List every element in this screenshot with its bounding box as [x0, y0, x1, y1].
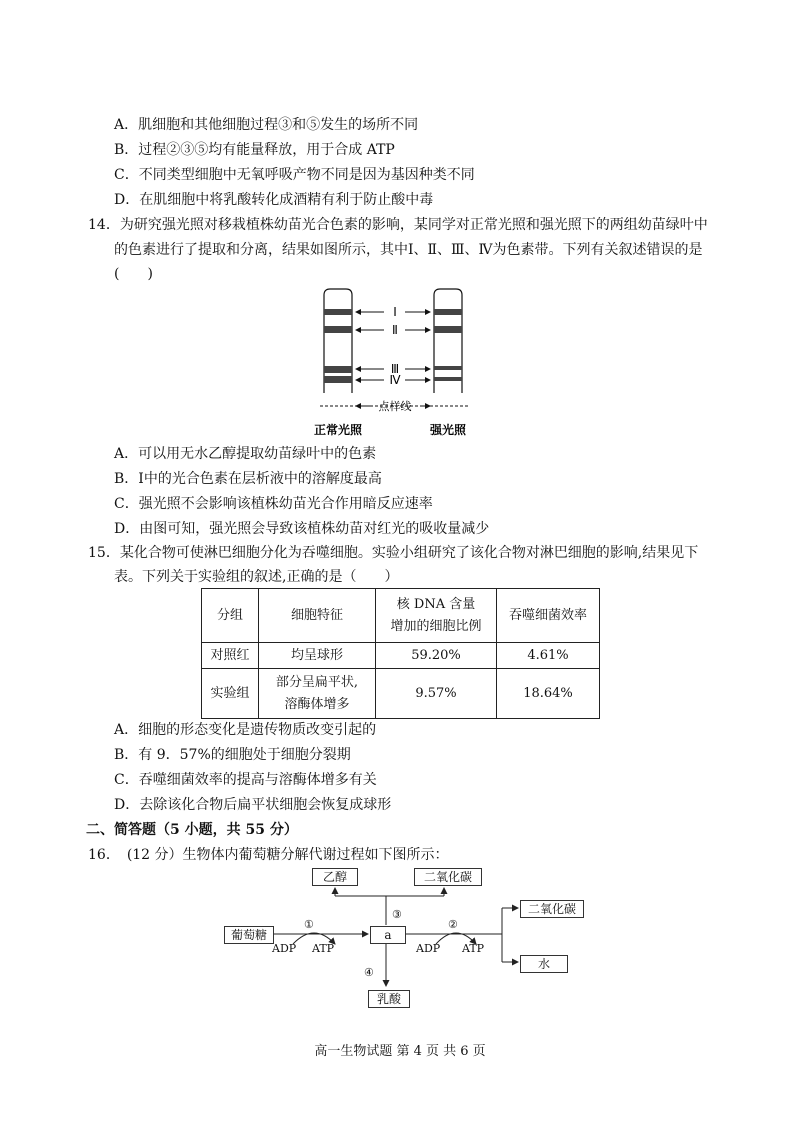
origin-label: 点样线 [378, 400, 412, 413]
q15-option-a: A．细胞的形态变化是遗传物质改变引起的 [114, 722, 377, 738]
normal-band-4 [324, 376, 352, 383]
q14-option-d: D．由图可知，强光照会导致该植株幼苗对红光的吸收量减少 [114, 521, 490, 537]
band-label-1: Ⅰ [393, 305, 397, 319]
band-label-3: Ⅲ [390, 362, 400, 376]
q14-stem-line2: 的色素进行了提取和分离，结果如图所示，其中Ⅰ、Ⅱ、Ⅲ、Ⅳ为色素带。下列有关叙述错误的是 [114, 242, 703, 258]
strong-light-caption: 强光照 [429, 423, 467, 437]
chromatography-figure [300, 285, 500, 440]
q15-option-d: D．去除该化合物后扁平状细胞会恢复成球形 [114, 797, 392, 813]
table-header-group: 分组 [202, 589, 259, 643]
q15-stem-line1: 15．某化合物可使淋巴细胞分化为吞噬细胞。实验小组研究了该化合物对淋巴细胞的影响,结果见下 [88, 545, 699, 561]
strong-band-1 [434, 309, 462, 315]
q16-stem: 16． (12 分）生物体内葡萄糖分解代谢过程如下图所示： [88, 847, 449, 863]
step-3-label: ③ [392, 908, 402, 921]
step-1-label: ① [304, 918, 314, 931]
strong-band-4 [434, 377, 462, 381]
q14-option-b: B．Ⅰ中的光合色素在层析液中的溶解度最高 [114, 471, 382, 487]
q13-option-a: A．肌细胞和其他细胞过程③和⑤发生的场所不同 [114, 117, 419, 133]
q14-stem-line1: 14．为研究强光照对移栽植株幼苗光合色素的影响，某同学对正常光照和强光照下的两组幼苗绿叶中 [88, 217, 708, 233]
strong-band-2 [434, 326, 462, 333]
chromatography-svg [300, 285, 500, 440]
atp-label-1: ATP [312, 942, 335, 955]
adp-label-2: ADP [416, 942, 441, 955]
co2-top-box: 二氧化碳 [414, 868, 482, 886]
table-row: 实验组 部分呈扁平状, 溶酶体增多 9.57% 18.64% [202, 669, 600, 719]
q13-option-c: C．不同类型细胞中无氧呼吸产物不同是因为基因种类不同 [114, 167, 475, 183]
normal-band-2 [324, 326, 352, 333]
q14-answer-blank: ( ) [114, 266, 153, 282]
ethanol-box: 乙醇 [312, 868, 358, 886]
water-box: 水 [520, 955, 568, 973]
q15-table [201, 588, 600, 719]
page-footer: 高一生物试题 第 4 页 共 6 页 [314, 1044, 486, 1059]
q15-stem-line2: 表。下列关于实验组的叙述,正确的是（ ） [114, 569, 399, 585]
q15-option-b: B．有 9．57%的细胞处于细胞分裂期 [114, 747, 351, 763]
atp-label-2: ATP [462, 942, 485, 955]
strong-band-3 [434, 366, 462, 370]
q13-option-b: B．过程②③⑤均有能量释放，用于合成 ATP [114, 142, 395, 158]
step-4-label: ④ [364, 966, 374, 979]
adp-label-1: ADP [272, 942, 297, 955]
q13-option-d: D．在肌细胞中将乳酸转化成酒精有利于防止酸中毒 [114, 192, 434, 208]
normal-band-1 [324, 309, 352, 315]
q14-option-a: A．可以用无水乙醇提取幼苗绿叶中的色素 [114, 446, 377, 462]
glucose-box: 葡萄糖 [224, 926, 274, 944]
step-2-label: ② [448, 918, 458, 931]
table-header-dna: 核 DNA 含量 增加的细胞比例 [376, 589, 497, 643]
q15-option-c: C．吞噬细菌效率的提高与溶酶体增多有关 [114, 772, 377, 788]
section-title: 二、简答题（5 小题，共 55 分） [86, 822, 298, 838]
band-label-4: Ⅳ [389, 373, 401, 387]
band-label-2: Ⅱ [392, 323, 398, 337]
table-row: 对照红 均呈球形 59.20% 4.61% [202, 643, 600, 669]
co2-right-box: 二氧化碳 [520, 900, 584, 918]
normal-band-3 [324, 366, 352, 373]
normal-light-caption: 正常光照 [313, 423, 363, 437]
table-header-feature: 细胞特征 [259, 589, 376, 643]
a-box: a [370, 926, 406, 944]
lactic-acid-box: 乳酸 [368, 990, 410, 1008]
table-header-efficiency: 吞噬细菌效率 [497, 589, 600, 643]
q14-option-c: C．强光照不会影响该植株幼苗光合作用暗反应速率 [114, 496, 433, 512]
